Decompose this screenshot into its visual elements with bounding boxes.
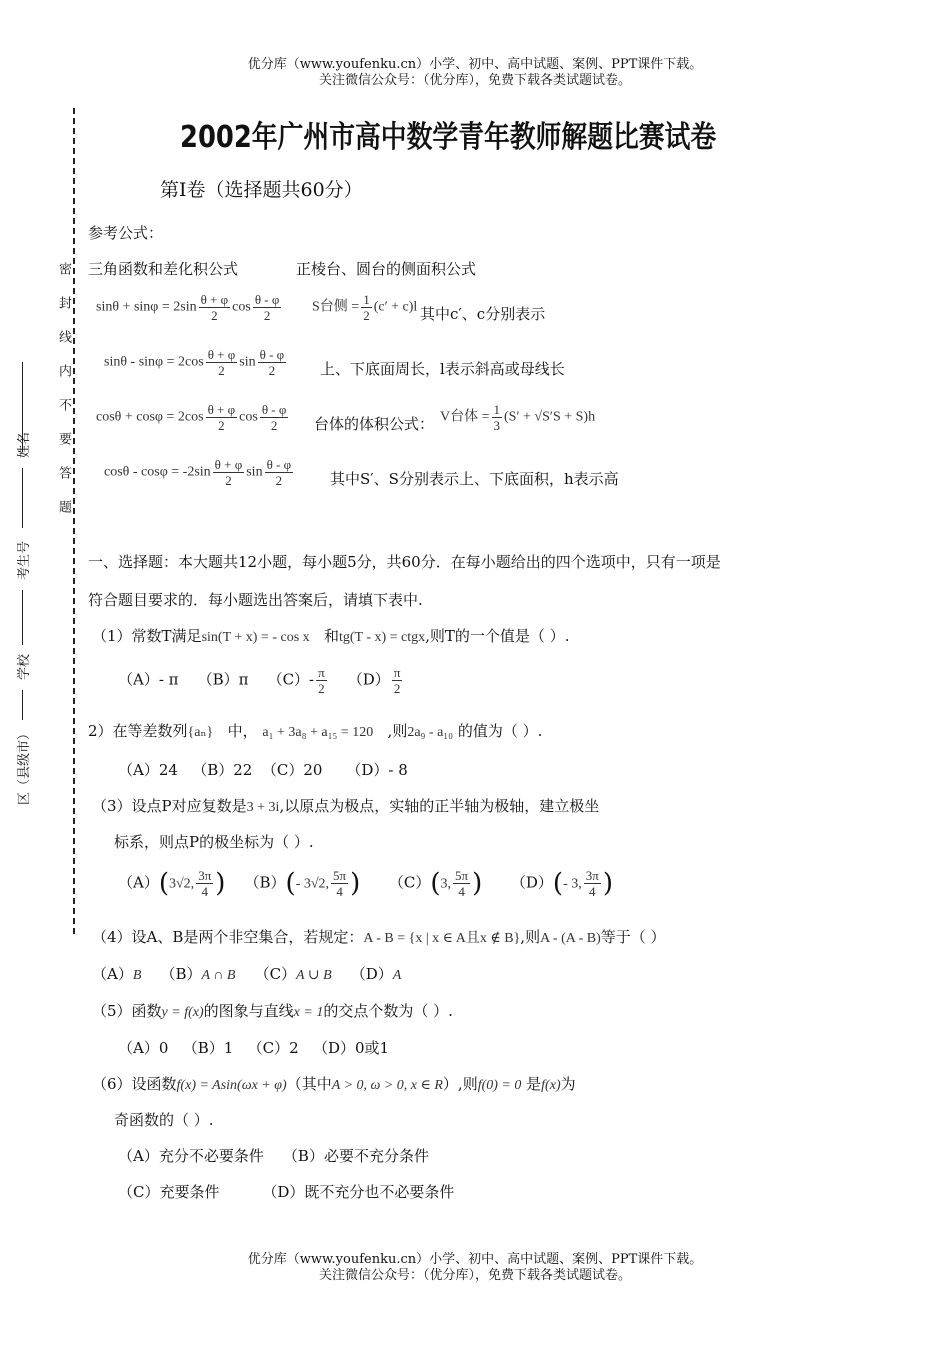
- q6-stem-2: 奇函数的（ ）.: [114, 1111, 214, 1129]
- ref-right-heading: 正棱台、圆台的侧面积公式: [296, 260, 477, 278]
- q3-stem-2: 标系，则点P的极坐标为（ ）.: [114, 833, 314, 851]
- formula-diff-cos: cosθ - cosφ = -2sin $\frac{\theta + \varphi}{2}$ sin $\frac{\theta - \varphi}{2}$: [104, 457, 292, 488]
- q6-options-2: （C）充要条件 （D）既不充分也不必要条件: [118, 1183, 455, 1201]
- q3-options: （A）(3√2, $\frac{3\pi}{4}$ ) （B）(- 3√2, $\frac{5\pi}{4}$ ) （C）(3, $\frac{5\pi}{4}$ ) （D）(- 3, $\frac{3\pi}{4}$ ): [118, 868, 613, 899]
- q2-options: （A）24 （B）22 （C）20 （D）- 8: [118, 761, 408, 779]
- footer-line-1: 优分库（www.youfenku.cn）小学、初中、高中试题、案例、PPT课件下载。: [247, 1252, 703, 1267]
- q6-options-1: （A）充分不必要条件 （B）必要不充分条件: [118, 1147, 429, 1165]
- formula-volume: V台体 = $\frac{1}{3}$ (S′ + √S′S + S)h: [440, 402, 596, 433]
- seal-notice: 密封线内不要答题: [56, 262, 71, 534]
- q2-stem: 2）在等差数列{aₙ} 中， a₁ + 3a₈ + a₁₅ = 120 ,则2a₉ - a₁₀ 的值为（ ）.: [88, 722, 543, 740]
- footer-line-2: 关注微信公众号：（优分库），免费下载各类试题试卷。: [318, 1268, 631, 1283]
- q4-stem: （4）设A、B是两个非空集合，若规定：A - B = {x | x ∈ A且x ∉ B},则A - (A - B)等于（ ）: [92, 928, 666, 946]
- q6-stem-1: （6）设函数f(x) = Asin(ωx + φ)（其中A > 0, ω > 0, x ∈ R）,则f(0) = 0 是f(x)为: [92, 1075, 576, 1093]
- part1-intro-2: 符合题目要求的．每小题选出答案后，请填下表中.: [88, 591, 423, 609]
- district-underline: [22, 690, 24, 720]
- q3-stem-1: （3）设点P对应复数是3 + 3i,以原点为极点，实轴的正半轴为极轴，建立极坐: [92, 797, 600, 815]
- school-underline: [22, 590, 24, 645]
- section-title: 第I卷（选择题共60分）: [160, 179, 363, 201]
- ref-label: 参考公式：: [88, 224, 164, 242]
- q5-stem: （5）函数y = f(x)的图象与直线x = 1的交点个数为（ ）.: [92, 1002, 453, 1020]
- header-line-2: 关注微信公众号：（优分库），免费下载各类试题试卷。: [318, 73, 631, 88]
- formula-sum-sin: sinθ + sinφ = 2sin $\frac{\theta + \varphi}{2}$ cos $\frac{\theta - \varphi}{2}$: [96, 292, 280, 323]
- ref-left-heading: 三角函数和差化积公式: [88, 260, 239, 278]
- exam-no-underline: [22, 468, 24, 528]
- header-line-1: 优分库（www.youfenku.cn）小学、初中、高中试题、案例、PPT课件下载。: [247, 57, 703, 72]
- district-label: 区（县级市）: [17, 726, 32, 805]
- binding-dashed-line: [73, 108, 75, 934]
- page-title: 2002年广州市高中数学青年教师解题比赛试卷: [180, 120, 717, 155]
- school-label: 学校: [17, 653, 32, 680]
- formula-sum-cos: cosθ + cosφ = 2cos $\frac{\theta + \varphi}{2}$ cos $\frac{\theta - \varphi}{2}$: [96, 402, 287, 433]
- q4-options: （A）B （B）A ∩ B （C）A ∪ B （D）A: [92, 965, 402, 983]
- q5-options: （A）0 （B）1 （C）2 （D）0或1: [118, 1039, 390, 1057]
- q1-stem: （1）常数T满足sin(T + x) = - cos x 和tg(T - x) = ctgx,则T的一个值是（ ）.: [92, 627, 570, 645]
- lateral-note-2: 上、下底面周长，l表示斜高或母线长: [320, 360, 565, 378]
- part1-intro-1: 一、选择题：本大题共12小题，每小题5分，共60分．在每小题给出的四个选项中，只有一项是: [88, 553, 721, 571]
- lateral-note: 其中c′、c分别表示: [420, 305, 546, 323]
- exam-no-label: 考生号: [17, 540, 32, 580]
- formula-diff-sin: sinθ - sinφ = 2cos $\frac{\theta + \varphi}{2}$ sin $\frac{\theta - \varphi}{2}$: [104, 347, 285, 378]
- volume-note: 其中S′、S分别表示上、下底面积，h表示高: [330, 470, 619, 488]
- volume-label: 台体的体积公式：: [314, 415, 435, 433]
- q1-options: （A）- π （B）π （C）- $\frac{\pi}{2}$ （D） $\frac{\pi}{2}$: [118, 665, 401, 696]
- name-label: 姓名: [17, 431, 32, 458]
- formula-lateral-area: S台侧 = $\frac{1}{2}$ (c′ + c)l: [312, 292, 418, 323]
